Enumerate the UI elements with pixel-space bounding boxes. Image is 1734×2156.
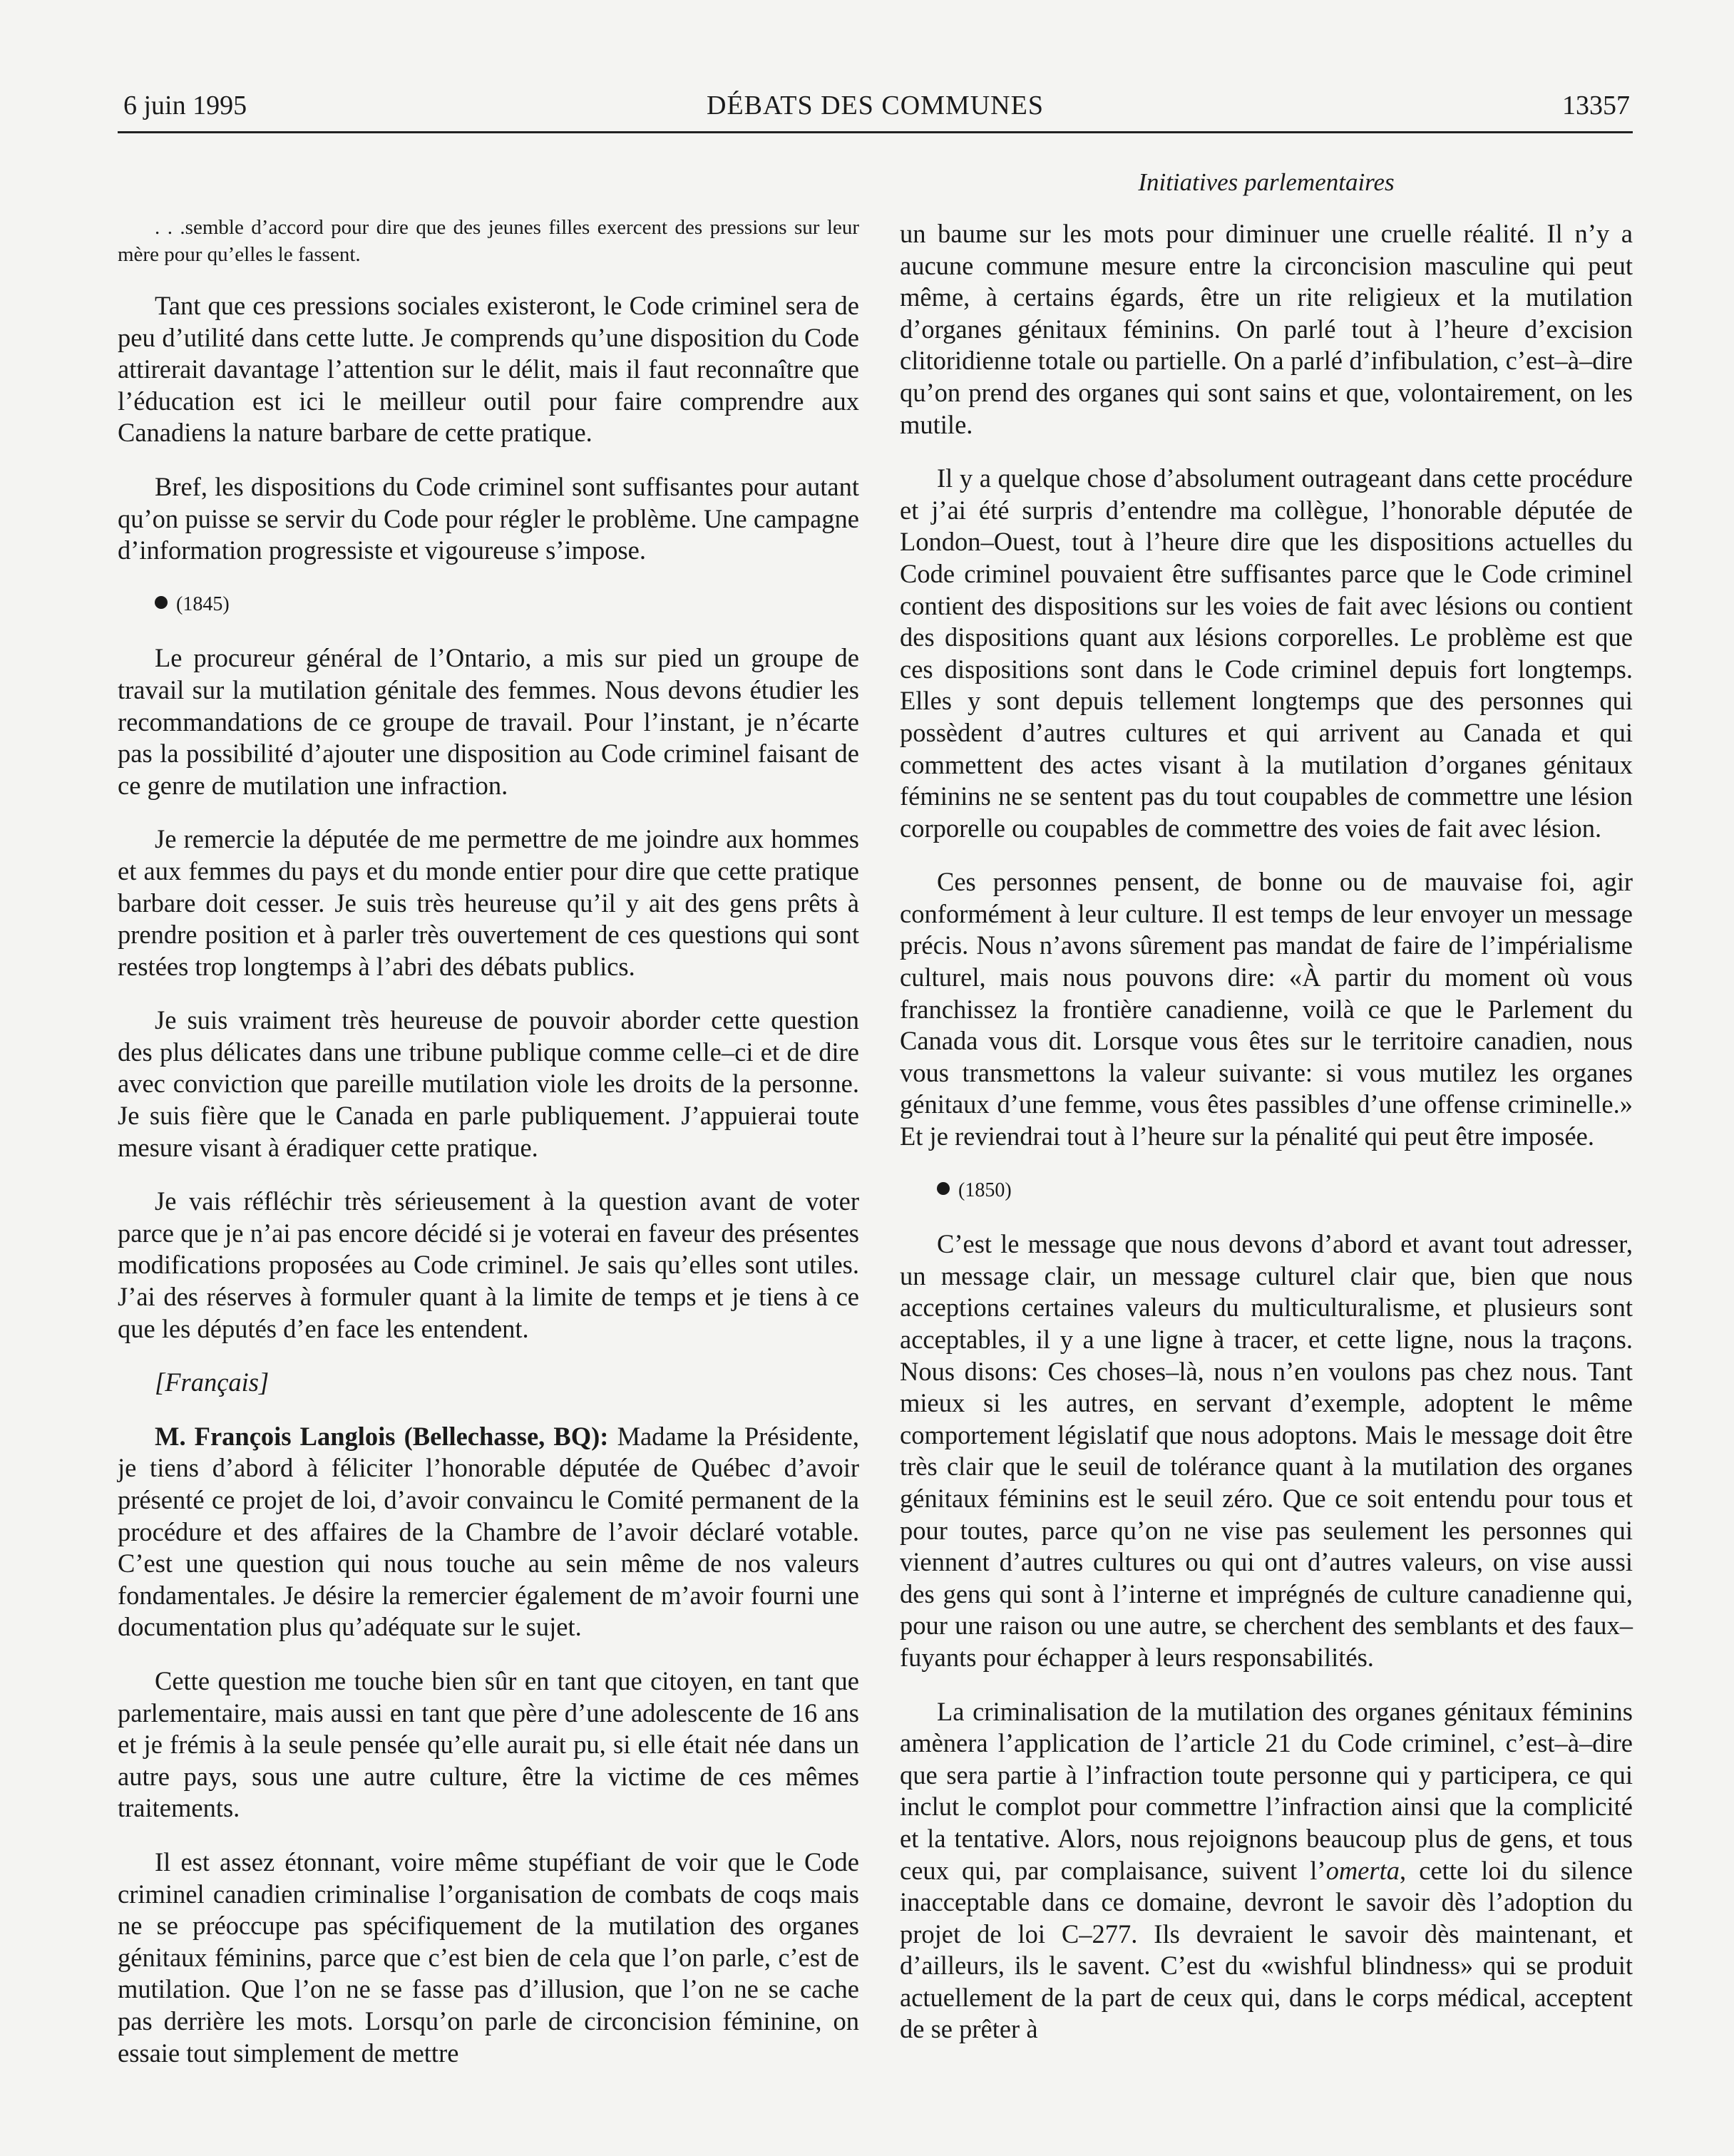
bullet-icon: [937, 1182, 950, 1195]
right-column: [900, 218, 1633, 2068]
paragraph: Cette question me touche bien sûr en tant que citoyen, en tant que parlementaire, mais aussi en tant que père d’une adolescente de 16 ans et je frémis à la seule pensée qu’elle aurait pu, si elle était née dans un autre pays, sous une autre culture, être la victime de ces mêmes traitements.: [118, 1665, 859, 1823]
speaker-name: M. François Langlois (Bellechasse, BQ):: [155, 1421, 609, 1451]
header-title: DÉBATS DES COMMUNES: [707, 91, 1044, 120]
timestamp: [118, 589, 859, 621]
paragraph: Il est assez étonnant, voire même stupéfiant de voir que le Code criminel canadien criminalise l’organisation de combats de coqs mais ne se préoccupe pas spécifiquement de la mutilation des organes génitaux féminins, parce que c’est bien de cela que l’on parle, c’est de mutilation. Que l’on ne se fasse pas d’illusion, que l’on ne se cache pas derrière les mots. Lorsqu’on parle de circoncision féminine, on essaie tout simplement de mettre: [118, 1847, 859, 2068]
paragraph: Je remercie la députée de me permettre de me joindre aux hommes et aux femmes du pays et du monde entier pour dire que cette pratique barbare doit cesser. Je suis très heureuse qu’il y ait des gens prêts à prendre position et à parler très ouvertement de ces questions qui sont restées trop longtemps à l’abri des débats publics.: [118, 824, 859, 981]
timestamp-text: (1845): [176, 592, 230, 615]
paragraph: C’est le message que nous devons d’abord et avant tout adresser, un message clair, un message culturel clair que, bien que nous acceptions certaines valeurs du multiculturalisme, et plusieurs sont acceptables, il y a une ligne à tracer, et cette ligne, nous la traçons. Nous disons: Ces choses–là, nous n’en voulons pas chez nous. Tant mieux si les autres, en servant d’exemple, adoptent le même comportement législatif que nous adoptons. Mais le message doit être très clair que le seuil de tolérance quant à la mutilation des organes génitaux féminins est le seuil zéro. Que ce soit entendu pour tous et pour toutes, parce qu’on ne vise pas seulement les personnes qui viennent d’autres cultures ou qui ont d’autres valeurs, on vise aussi des gens qui sont à l’interne et imprégnés de culture canadienne qui, pour une raison ou une autre, se cherchent des semblants et des faux–fuyants pour échapper à leurs responsabilités.: [900, 1229, 1633, 1672]
timestamp: [900, 1175, 1633, 1207]
paragraph: Ces personnes pensent, de bonne ou de mauvaise foi, agir conformément à leur culture. Il est temps de leur envoyer un message précis. Nous n’avons sûrement pas mandat de faire de l’impérialisme culturel, mais nous pouvons dire: «À partir du moment où vous franchissez la frontière canadienne, voilà ce que le Parlement du Canada vous dit. Lorsque vous êtes sur le territoire canadien, nous vous transmettons la valeur suivante: si vous mutilez les organes génitaux d’une femme, vous êtes passibles d’une offense criminelle.» Et je reviendrai tout à l’heure sur la pénalité qui peut être imposée.: [900, 867, 1633, 1151]
paragraph: [900, 1696, 1633, 2046]
quoted-excerpt: . . .semble d’accord pour dire que des jeunes filles exercent des pressions sur leur mère pour qu’elles le fassent.: [118, 216, 859, 266]
timestamp-text: (1850): [958, 1179, 1012, 1201]
text-segment: , cette loi du silence inacceptable dans ce domaine, devront le savoir dès l’adoption du projet de loi C–277. Ils devraient le savoir dès maintenant, et d’ailleurs, ils le savent. C’est du «wishful blindness» qui se produit actuellement de la part de ceux qui, dans le corps médical, acceptent de se prêter à: [900, 1855, 1633, 2044]
paragraph: un baume sur les mots pour diminuer une cruelle réalité. Il n’y a aucune commune mesure entre la circoncision masculine qui peut même, à certains égards, être un rite religieux et la mutilation d’organes génitaux féminins. On parlé tout à l’heure d’excision clitoridienne totale ou partielle. On a parlé d’infibulation, c’est–à–dire qu’on prend des organes qui sont sains et que, volontairement, on les mutile.: [900, 219, 1633, 439]
header-page-number: 13357: [1562, 91, 1630, 120]
speech-text: Madame la Présidente, je tiens d’abord à féliciter l’honorable députée de Québec d’avoir présenté ce projet de loi, d’avoir convaincu le Comité permanent de la procédure et des affaires de la Chambre de l’avoir déclaré votable. C’est une question qui nous touche au sein même de nos valeurs fondamentales. Je désire la remercier également de m’avoir fourni une documentation plus qu’adéquate sur le sujet.: [118, 1421, 859, 1642]
italic-term: omerta: [1325, 1855, 1400, 1885]
paragraph: Je vais réfléchir très sérieusement à la question avant de voter parce que je n’ai pas encore décidé si je voterai en faveur des présentes modifications proposées au Code criminel. Je sais qu’elles sont utiles. J’ai des réserves à formuler quant à la limite de temps et je tiens à ce que les députés d’en face les entendent.: [118, 1186, 859, 1343]
paragraph: Tant que ces pressions sociales existeront, le Code criminel sera de peu d’utilité dans cette lutte. Je comprends qu’une disposition du Code attirerait davantage l’attention sur le délit, mais il faut reconnaître que l’éducation est ici le meilleur outil pour faire comprendre aux Canadiens la nature barbare de cette pratique.: [118, 291, 859, 448]
language-tag: [Français]: [155, 1367, 270, 1397]
header-date: 6 juin 1995: [123, 91, 247, 120]
left-column: [118, 214, 859, 2091]
paragraph: Le procureur général de l’Ontario, a mis sur pied un groupe de travail sur la mutilation génitale des femmes. Nous devons étudier les recommandations de ce groupe de travail. Pour l’instant, je n’écarte pas la possibilité d’ajouter une disposition au Code criminel faisant de ce genre de mutilation une infraction.: [118, 643, 859, 800]
page-header: [118, 80, 1633, 133]
section-title: Initiatives parlementaires: [1138, 168, 1395, 196]
bullet-icon: [155, 596, 168, 609]
paragraph: Bref, les dispositions du Code criminel sont suffisantes pour autant qu’on puisse se servir du Code pour régler le problème. Une campagne d’information progressiste et vigoureuse s’impose.: [118, 471, 859, 565]
text-segment: La criminalisation de la mutilation des organes génitaux féminins amènera l’application de l’article 21 du Code criminel, c’est–à–dire que sera partie à l’infraction toute personne qui y participera, ce qui inclut le complot pour commettre l’infraction ainsi que la complicité et la tentative. Alors, nous rejoignons beaucoup plus de gens, et tous ceux qui, par complaisance, suivent l’: [900, 1696, 1633, 1885]
speaker-paragraph: [118, 1421, 859, 1643]
paragraph: Il y a quelque chose d’absolument outrageant dans cette procédure et j’ai été surpris d’entendre ma collègue, l’honorable députée de London–Ouest, tout à l’heure dire que les dispositions actuelles du Code criminel pouvaient être suffisantes parce que le Code criminel contient des dispositions sur les voies de fait avec lésions ou contient des dispositions quant aux lésions corporelles. Le problème est que ces dispositions sont dans le Code criminel depuis fort longtemps. Elles y sont depuis tellement longtemps que des personnes qui possèdent d’autres cultures et qui arrivent au Canada et qui commettent des actes visant à la mutilation d’organes génitaux féminins ne se sentent pas du tout coupables de commettre une lésion corporelle ou coupables de commettre des voies de fait avec lésion.: [900, 463, 1633, 843]
paragraph: Je suis vraiment très heureuse de pouvoir aborder cette question des plus délicates dans une tribune publique comme celle–ci et de dire avec conviction que pareille mutilation viole les droits de la personne. Je suis fière que le Canada en parle publiquement. J’appuierai toute mesure visant à éradiquer cette pratique.: [118, 1005, 859, 1162]
